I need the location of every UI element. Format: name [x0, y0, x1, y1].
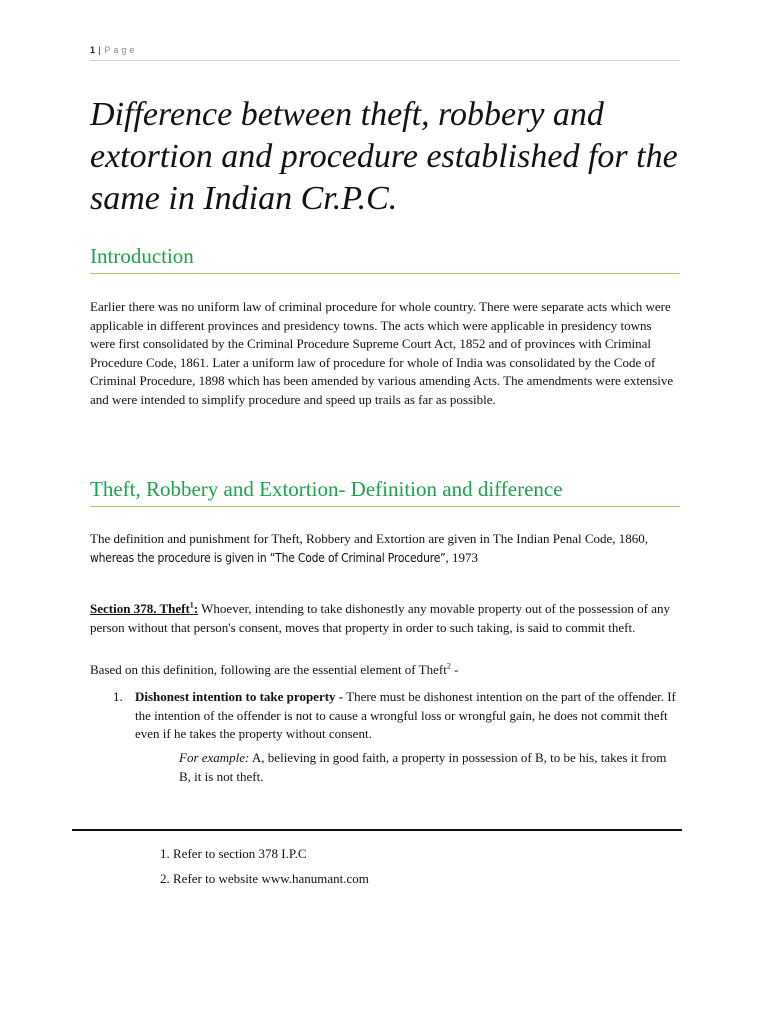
- page-number: 1 | Page: [90, 45, 138, 55]
- footnotes: [160, 845, 369, 895]
- list-item-number: 1.: [113, 689, 123, 704]
- footnote-divider: [72, 829, 682, 831]
- introduction-paragraph: Earlier there was no uniform law of criminal procedure for whole country. There were separate acts which were applicable in different provinces and presidency towns. The acts which were applicable in presidency towns were first consolidated by the Criminal Procedure Supreme Court Act, 1852 and of provinces with Criminal Procedure Code, 1861. Later a uniform law of procedure for whole of India was consolidated by the Code of Criminal Procedure, 1898 which has been amended by various amending Acts. The amendments were extensive and were intended to simplify procedure and speed up trails as far as possible.: [90, 299, 674, 407]
- footnote-item: 1. Refer to section 378 I.P.C: [160, 846, 307, 861]
- example-block: For example: A, believing in good faith, a property in possession of B, to be his, takes it from B, it is not theft.: [179, 750, 667, 784]
- header-divider: [90, 60, 680, 61]
- section-378-paragraph: Section 378. Theft$^1$: Whoever, intending to take dishonestly any movable property out of the possession of any person without that person's consent, moves that property in order to such taking, is said to commit theft.: [90, 600, 670, 635]
- document-title: Difference between theft, robbery and extortion and procedure established for the same in Indian Cr.P.C.: [90, 96, 678, 217]
- list-item-text: There must be dishonest intention on the part of the offender. If the intention of the offender is not to cause a wrongful loss or wrongful gain, he does not commit theft even if he takes the property without consent.: [135, 689, 676, 741]
- list-item-lead: Dishonest intention to take property -: [135, 689, 344, 704]
- section-378-label: Section 378. Theft$^1$:: [90, 600, 199, 616]
- heading-introduction: Introduction: [90, 244, 680, 274]
- list-item: [113, 688, 680, 744]
- essential-elements-intro: Based on this definition, following are the essential element of Theft$^2$ -: [90, 661, 459, 677]
- heading-definition-difference: Theft, Robbery and Extortion- Definition and difference: [90, 477, 680, 507]
- footnote-item: 2. Refer to website www.hanumant.com: [160, 871, 369, 886]
- definition-paragraph: The definition and punishment for Theft, Robbery and Extortion are given in The Indian Penal Code, 1860, whereas the procedure is given in “The Code of Criminal Procedure”, 1973: [90, 531, 649, 565]
